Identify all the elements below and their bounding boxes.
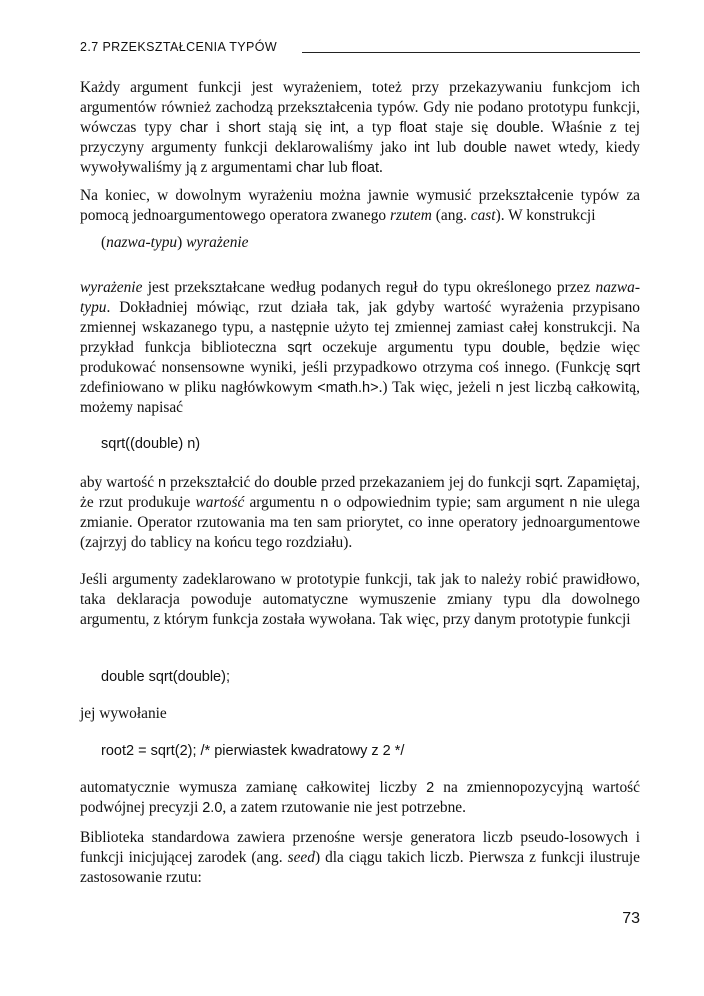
paragraph-2: Na koniec, w dowolnym wyrażeniu można jawnie wymusić przekształcenie typów za pomocą jednoargumentowego operatora zwanego rzutem (ang. cast). W konstrukcji <box>80 187 640 224</box>
code-example-call: root2 = sqrt(2); /* pierwiastek kwadratowy z 2 */ <box>101 743 405 759</box>
code-example-prototype: double sqrt(double); <box>101 669 230 685</box>
cast-syntax-example: (nazwa-typu) wyrażenie <box>101 234 249 251</box>
page-body <box>80 78 640 888</box>
code-example-cast: sqrt((double) n) <box>101 436 201 452</box>
header-rule <box>302 52 640 53</box>
paragraph-1: Każdy argument funkcji jest wyrażeniem, toteż przy przekazywaniu funkcjom ich argumentów również zachodzą przekształcenia typów. Gdy nie podano prototypu funkcji, wówczas typy char i short stają się int, a typ float staje się double. Właśnie z tej przyczyny argumenty funkcji deklarowaliśmy jako int lub double nawet wtedy, kiedy wywoływaliśmy ją z argumentami char lub float. <box>80 79 641 176</box>
page-number: 73 <box>622 910 640 927</box>
running-header <box>80 38 640 58</box>
paragraph-5: Jeśli argumenty zadeklarowano w prototypie funkcji, tak jak to należy robić prawidłowo, taka deklaracja powoduje automatyczne wymuszenie zmiany typu dla dowolnego argumentu, z którym funkcja została wywołana. Tak więc, przy danym prototypie funkcji <box>80 571 640 628</box>
paragraph-3: wyrażenie jest przekształcane według podanych reguł do typu określonego przez nazwa-typu. Dokładniej mówiąc, rzut działa tak, jak gdyby wartość wyrażenia przypisano zmiennej wskazanego typu, a następnie użyto tej zmiennej zamiast całej konstrukcji. Na przykład funkcja biblioteczna sqrt oczekuje argumentu typu double, będzie więc produkować nonsensowne wyniki, jeśli przypadkowo otrzyma coś innego. (Funkcję sqrt zdefiniowano w pliku nagłówkowym <math.h>.) Tak więc, jeżeli n jest liczbą całkowitą, możemy napisać <box>80 279 640 416</box>
paragraph-7: automatycznie wymusza zamianę całkowitej liczby 2 na zmiennopozycyjną wartość podwójnej precyzji 2.0, a zatem rzutowanie nie jest potrzebne. <box>80 779 640 816</box>
paragraph-6: jej wywołanie <box>80 705 167 722</box>
paragraph-4: aby wartość n przekształcić do double przed przekazaniem jej do funkcji sqrt. Zapamiętaj, że rzut produkuje wartość argumentu n o odpowiednim typie; sam argument n nie ulega zmianie. Operator rzutowania ma ten sam priorytet, co inne operatory jednoargumentowe (zajrzyj do tablicy na końcu tego rozdziału). <box>80 474 640 551</box>
running-title: 2.7 PRZEKSZTAŁCENIA TYPÓW <box>80 40 278 54</box>
paragraph-8: Biblioteka standardowa zawiera przenośne wersje generatora liczb pseudo-losowych i funkcji inicjującej zarodek (ang. seed) dla ciągu takich liczb. Pierwsza z funkcji ilustruje zastosowanie rzutu: <box>80 829 640 886</box>
